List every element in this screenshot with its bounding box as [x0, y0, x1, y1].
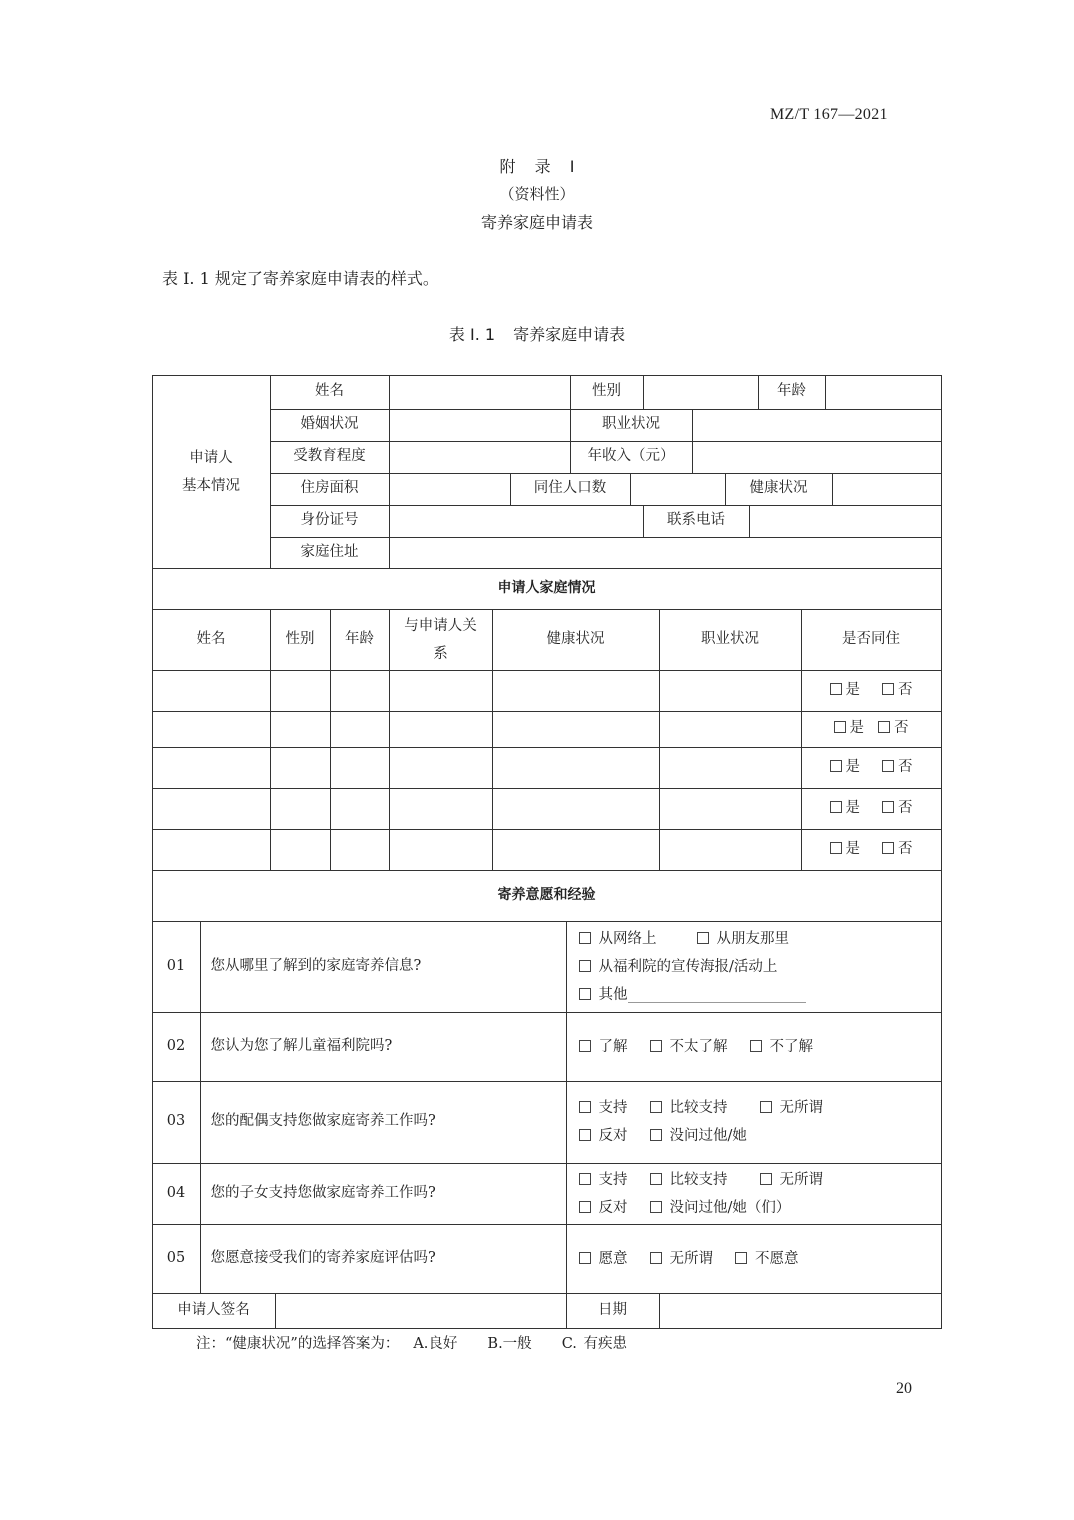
checkbox[interactable] — [650, 1201, 662, 1213]
option-label: 从朋友那里 — [716, 930, 789, 947]
appendix-name: 寄养家庭申请表 — [480, 213, 593, 232]
option-label: 了解 — [598, 1038, 628, 1055]
option-label: 无所谓 — [779, 1100, 823, 1116]
family-row-3-cohabit — [801, 747, 942, 789]
option[interactable] — [579, 981, 806, 1009]
checkbox[interactable] — [650, 1129, 662, 1141]
option-label: 是 — [845, 681, 860, 698]
footnote — [196, 1332, 627, 1353]
checkbox-no[interactable] — [882, 683, 894, 695]
family-row-3-age[interactable] — [330, 747, 390, 789]
checkbox[interactable] — [579, 1173, 591, 1185]
section-label-line: 申请人 — [189, 449, 233, 466]
field-label-address: 家庭住址 — [270, 537, 390, 569]
question-01-options — [566, 921, 942, 1013]
field-input-occupation-status[interactable] — [692, 409, 942, 442]
option-line — [579, 981, 806, 1009]
checkbox[interactable] — [650, 1040, 662, 1052]
option-label: 愿意 — [598, 1250, 628, 1267]
family-row-5-age[interactable] — [330, 829, 390, 871]
family-row-3-occupation[interactable] — [659, 747, 802, 789]
option-line — [579, 1122, 747, 1150]
option-label: 反对 — [598, 1199, 628, 1216]
option-line — [579, 925, 790, 953]
checkbox[interactable] — [579, 1040, 591, 1052]
cohabit-options — [830, 754, 913, 782]
checkbox[interactable] — [579, 1129, 591, 1141]
field-input-id-number[interactable] — [389, 505, 644, 538]
field-input-housing-area[interactable] — [389, 473, 511, 506]
option-label: 否 — [898, 681, 913, 698]
date-label: 日期 — [566, 1293, 660, 1329]
question-05-options — [566, 1224, 942, 1294]
other-text-field[interactable] — [628, 984, 806, 1003]
checkbox[interactable] — [735, 1252, 747, 1264]
field-label-education: 受教育程度 — [270, 441, 390, 474]
field-input-gender[interactable] — [643, 375, 759, 410]
field-input-name[interactable] — [389, 375, 571, 410]
family-header-name: 姓名 — [152, 609, 271, 671]
option-label: 否 — [898, 758, 913, 775]
option[interactable] — [579, 1194, 628, 1222]
family-row-2-age[interactable] — [330, 711, 390, 748]
checkbox-yes[interactable] — [830, 683, 842, 695]
question-number: 05 — [152, 1224, 201, 1294]
option-label: 没问过他/她（们） — [669, 1199, 791, 1216]
cohabit-options — [834, 715, 909, 743]
table-title: 寄养家庭申请表 — [513, 325, 626, 344]
option[interactable] — [579, 953, 778, 981]
checkbox-no[interactable] — [882, 801, 894, 813]
option-label: 支持 — [598, 1100, 628, 1116]
family-row-1-relation[interactable] — [389, 670, 493, 712]
family-row-2-relation[interactable] — [389, 711, 493, 748]
checkbox[interactable] — [579, 1252, 591, 1264]
question-03-options — [566, 1081, 942, 1164]
footnote-answer-b: B.一般 — [487, 1336, 532, 1352]
family-row-2-gender[interactable] — [270, 711, 331, 748]
cohabit-options — [830, 677, 913, 705]
checkbox[interactable] — [579, 1201, 591, 1213]
signature-label: 申请人签名 — [152, 1293, 276, 1329]
family-row-1-name[interactable] — [152, 670, 271, 712]
option-label: 不了解 — [769, 1038, 813, 1055]
option-label: 其他 — [598, 986, 628, 1003]
cohabit-option-yes[interactable] — [830, 795, 861, 823]
checkbox-no[interactable] — [882, 842, 894, 854]
field-label-occupation-status: 职业状况 — [570, 409, 693, 442]
option[interactable] — [650, 1033, 728, 1061]
option[interactable] — [650, 1094, 728, 1122]
checkbox-no[interactable] — [882, 760, 894, 772]
family-header-relation — [389, 609, 493, 671]
table-number: 表 I. 1 — [448, 325, 496, 344]
checkbox[interactable] — [760, 1173, 772, 1185]
section-label-line: 基本情况 — [182, 477, 240, 494]
checkbox[interactable] — [750, 1040, 762, 1052]
field-label-housing-area: 住房面积 — [270, 473, 390, 506]
checkbox[interactable] — [579, 1101, 591, 1113]
cohabit-option-no[interactable] — [882, 754, 913, 782]
footnote-answer-c: C. 有疾患 — [561, 1336, 627, 1352]
family-row-1-cohabit — [801, 670, 942, 712]
checkbox[interactable] — [760, 1101, 772, 1113]
header-line: 与申请人关 — [404, 617, 477, 634]
field-input-marital-status[interactable] — [389, 409, 571, 442]
family-row-2-occupation[interactable] — [659, 711, 802, 748]
intro-paragraph: 表 I. 1 规定了寄养家庭申请表的样式。 — [162, 269, 439, 288]
page-number: 20 — [896, 1380, 912, 1397]
family-row-4-name[interactable] — [152, 788, 271, 830]
option-label: 否 — [894, 720, 909, 737]
cohabit-option-yes[interactable] — [834, 715, 865, 743]
option[interactable] — [579, 1122, 628, 1150]
checkbox-yes[interactable] — [834, 721, 846, 733]
question-text: 您从哪里了解到的家庭寄养信息? — [200, 921, 567, 1013]
family-row-3-name[interactable] — [152, 747, 271, 789]
cohabit-option-no[interactable] — [878, 715, 909, 743]
field-label-marital-status: 婚姻状况 — [270, 409, 390, 442]
family-row-1-gender[interactable] — [270, 670, 331, 712]
option[interactable] — [760, 1166, 824, 1194]
option[interactable] — [650, 1245, 714, 1273]
family-row-5-occupation[interactable] — [659, 829, 802, 871]
checkbox[interactable] — [697, 932, 709, 944]
family-row-2-name[interactable] — [152, 711, 271, 748]
option[interactable] — [579, 1245, 628, 1273]
field-input-age[interactable] — [825, 375, 942, 410]
option[interactable] — [579, 1166, 628, 1194]
option[interactable] — [579, 1094, 628, 1122]
family-row-4-relation[interactable] — [389, 788, 493, 830]
family-row-4-occupation[interactable] — [659, 788, 802, 830]
checkbox[interactable] — [579, 932, 591, 944]
option-label: 没问过他/她 — [669, 1128, 747, 1144]
family-row-5-relation[interactable] — [389, 829, 493, 871]
option-label: 否 — [898, 799, 913, 816]
cohabit-option-no[interactable] — [882, 677, 913, 705]
option-line — [579, 1245, 799, 1273]
cohabit-options — [830, 836, 913, 864]
basic-info-section-label — [152, 375, 271, 569]
checkbox-yes[interactable] — [830, 801, 842, 813]
option-label: 无所谓 — [779, 1171, 823, 1188]
question-text: 您的子女支持您做家庭寄养工作吗? — [200, 1163, 567, 1225]
question-number: 04 — [152, 1163, 201, 1225]
checkbox[interactable] — [650, 1252, 662, 1264]
family-row-4-age[interactable] — [330, 788, 390, 830]
appendix-title: 附 录 I — [499, 157, 575, 176]
checkbox-yes[interactable] — [830, 760, 842, 772]
option[interactable] — [579, 925, 657, 953]
family-row-1-age[interactable] — [330, 670, 390, 712]
question-text: 您认为您了解儿童福利院吗? — [200, 1012, 567, 1082]
option-label: 是 — [845, 840, 860, 857]
family-row-1-occupation[interactable] — [659, 670, 802, 712]
option-label: 是 — [845, 799, 860, 816]
option[interactable] — [735, 1245, 799, 1273]
family-row-4-health[interactable] — [492, 788, 660, 830]
checkbox[interactable] — [579, 988, 591, 1000]
option-label: 无所谓 — [669, 1250, 713, 1267]
field-input-health-status[interactable] — [832, 473, 942, 506]
option-label: 比较支持 — [669, 1171, 728, 1188]
date-field[interactable] — [659, 1293, 942, 1329]
option-label: 否 — [898, 840, 913, 857]
cohabit-option-yes[interactable] — [830, 836, 861, 864]
option[interactable] — [579, 1033, 628, 1061]
option-label: 支持 — [598, 1171, 628, 1188]
footnote-prefix: 注：“健康状况”的选择答案为： — [196, 1336, 400, 1352]
field-input-phone[interactable] — [749, 505, 942, 538]
option-label: 从网络上 — [598, 930, 657, 947]
family-header-occupation: 职业状况 — [659, 609, 802, 671]
option-line — [579, 1033, 814, 1061]
family-row-5-cohabit — [801, 829, 942, 871]
field-input-education[interactable] — [389, 441, 571, 474]
family-row-3-gender[interactable] — [270, 747, 331, 789]
field-label-health-status: 健康状况 — [725, 473, 833, 506]
field-label-age: 年龄 — [758, 375, 826, 410]
checkbox-no[interactable] — [878, 721, 890, 733]
option[interactable] — [650, 1122, 747, 1150]
option-label: 是 — [845, 758, 860, 775]
family-section-title: 申请人家庭情况 — [152, 568, 942, 610]
question-number: 01 — [152, 921, 201, 1013]
family-row-2-health[interactable] — [492, 711, 660, 748]
question-02-options — [566, 1012, 942, 1082]
checkbox[interactable] — [650, 1173, 662, 1185]
field-label-gender: 性别 — [570, 375, 644, 410]
cohabit-option-no[interactable] — [882, 795, 913, 823]
family-header-gender: 性别 — [270, 609, 331, 671]
question-number: 02 — [152, 1012, 201, 1082]
family-row-1-health[interactable] — [492, 670, 660, 712]
family-header-cohabit: 是否同住 — [801, 609, 942, 671]
family-row-4-gender[interactable] — [270, 788, 331, 830]
field-input-address[interactable] — [389, 537, 942, 569]
cohabit-option-no[interactable] — [882, 836, 913, 864]
field-label-annual-income: 年收入（元） — [570, 441, 693, 474]
option-label: 从福利院的宣传海报/活动上 — [598, 958, 778, 975]
checkbox[interactable] — [579, 960, 591, 972]
family-header-age: 年龄 — [330, 609, 390, 671]
option-label: 比较支持 — [669, 1100, 728, 1116]
option-label: 是 — [849, 720, 864, 737]
field-label-name: 姓名 — [270, 375, 390, 410]
option-label: 反对 — [598, 1128, 628, 1144]
header-line: 系 — [433, 645, 448, 662]
footnote-answer-a: A.良好 — [413, 1336, 458, 1352]
option-line — [579, 953, 778, 981]
family-row-3-health[interactable] — [492, 747, 660, 789]
question-number: 03 — [152, 1081, 201, 1164]
table-caption — [0, 322, 1074, 345]
checkbox[interactable] — [650, 1101, 662, 1113]
family-row-5-name[interactable] — [152, 829, 271, 871]
family-row-4-cohabit — [801, 788, 942, 830]
cohabit-options — [830, 795, 913, 823]
family-row-5-gender[interactable] — [270, 829, 331, 871]
option-line — [579, 1194, 791, 1222]
option-line — [579, 1166, 824, 1194]
cohabit-option-yes[interactable] — [830, 754, 861, 782]
field-input-household-size[interactable] — [630, 473, 726, 506]
option[interactable] — [750, 1033, 814, 1061]
option-label: 不愿意 — [755, 1250, 799, 1267]
cohabit-option-yes[interactable] — [830, 677, 861, 705]
option[interactable] — [650, 1166, 728, 1194]
option[interactable] — [760, 1094, 824, 1122]
field-label-household-size: 同住人口数 — [510, 473, 631, 506]
family-header-health: 健康状况 — [492, 609, 660, 671]
document-number: MZ/T 167—2021 — [770, 106, 888, 123]
willingness-section-title: 寄养意愿和经验 — [152, 870, 942, 922]
field-input-annual-income[interactable] — [692, 441, 942, 474]
family-row-5-health[interactable] — [492, 829, 660, 871]
question-04-options — [566, 1163, 942, 1225]
question-text: 您愿意接受我们的寄养家庭评估吗? — [200, 1224, 567, 1294]
field-label-id-number: 身份证号 — [270, 505, 390, 538]
signature-field[interactable] — [275, 1293, 567, 1329]
option-label: 不太了解 — [669, 1038, 728, 1055]
appendix-nature: （资料性） — [499, 185, 575, 203]
checkbox-yes[interactable] — [830, 842, 842, 854]
family-row-3-relation[interactable] — [389, 747, 493, 789]
option[interactable] — [697, 925, 790, 953]
question-text: 您的配偶支持您做家庭寄养工作吗? — [200, 1081, 567, 1164]
family-row-2-cohabit — [801, 711, 942, 748]
field-label-phone: 联系电话 — [643, 505, 750, 538]
option-line — [579, 1094, 824, 1122]
option[interactable] — [650, 1194, 791, 1222]
